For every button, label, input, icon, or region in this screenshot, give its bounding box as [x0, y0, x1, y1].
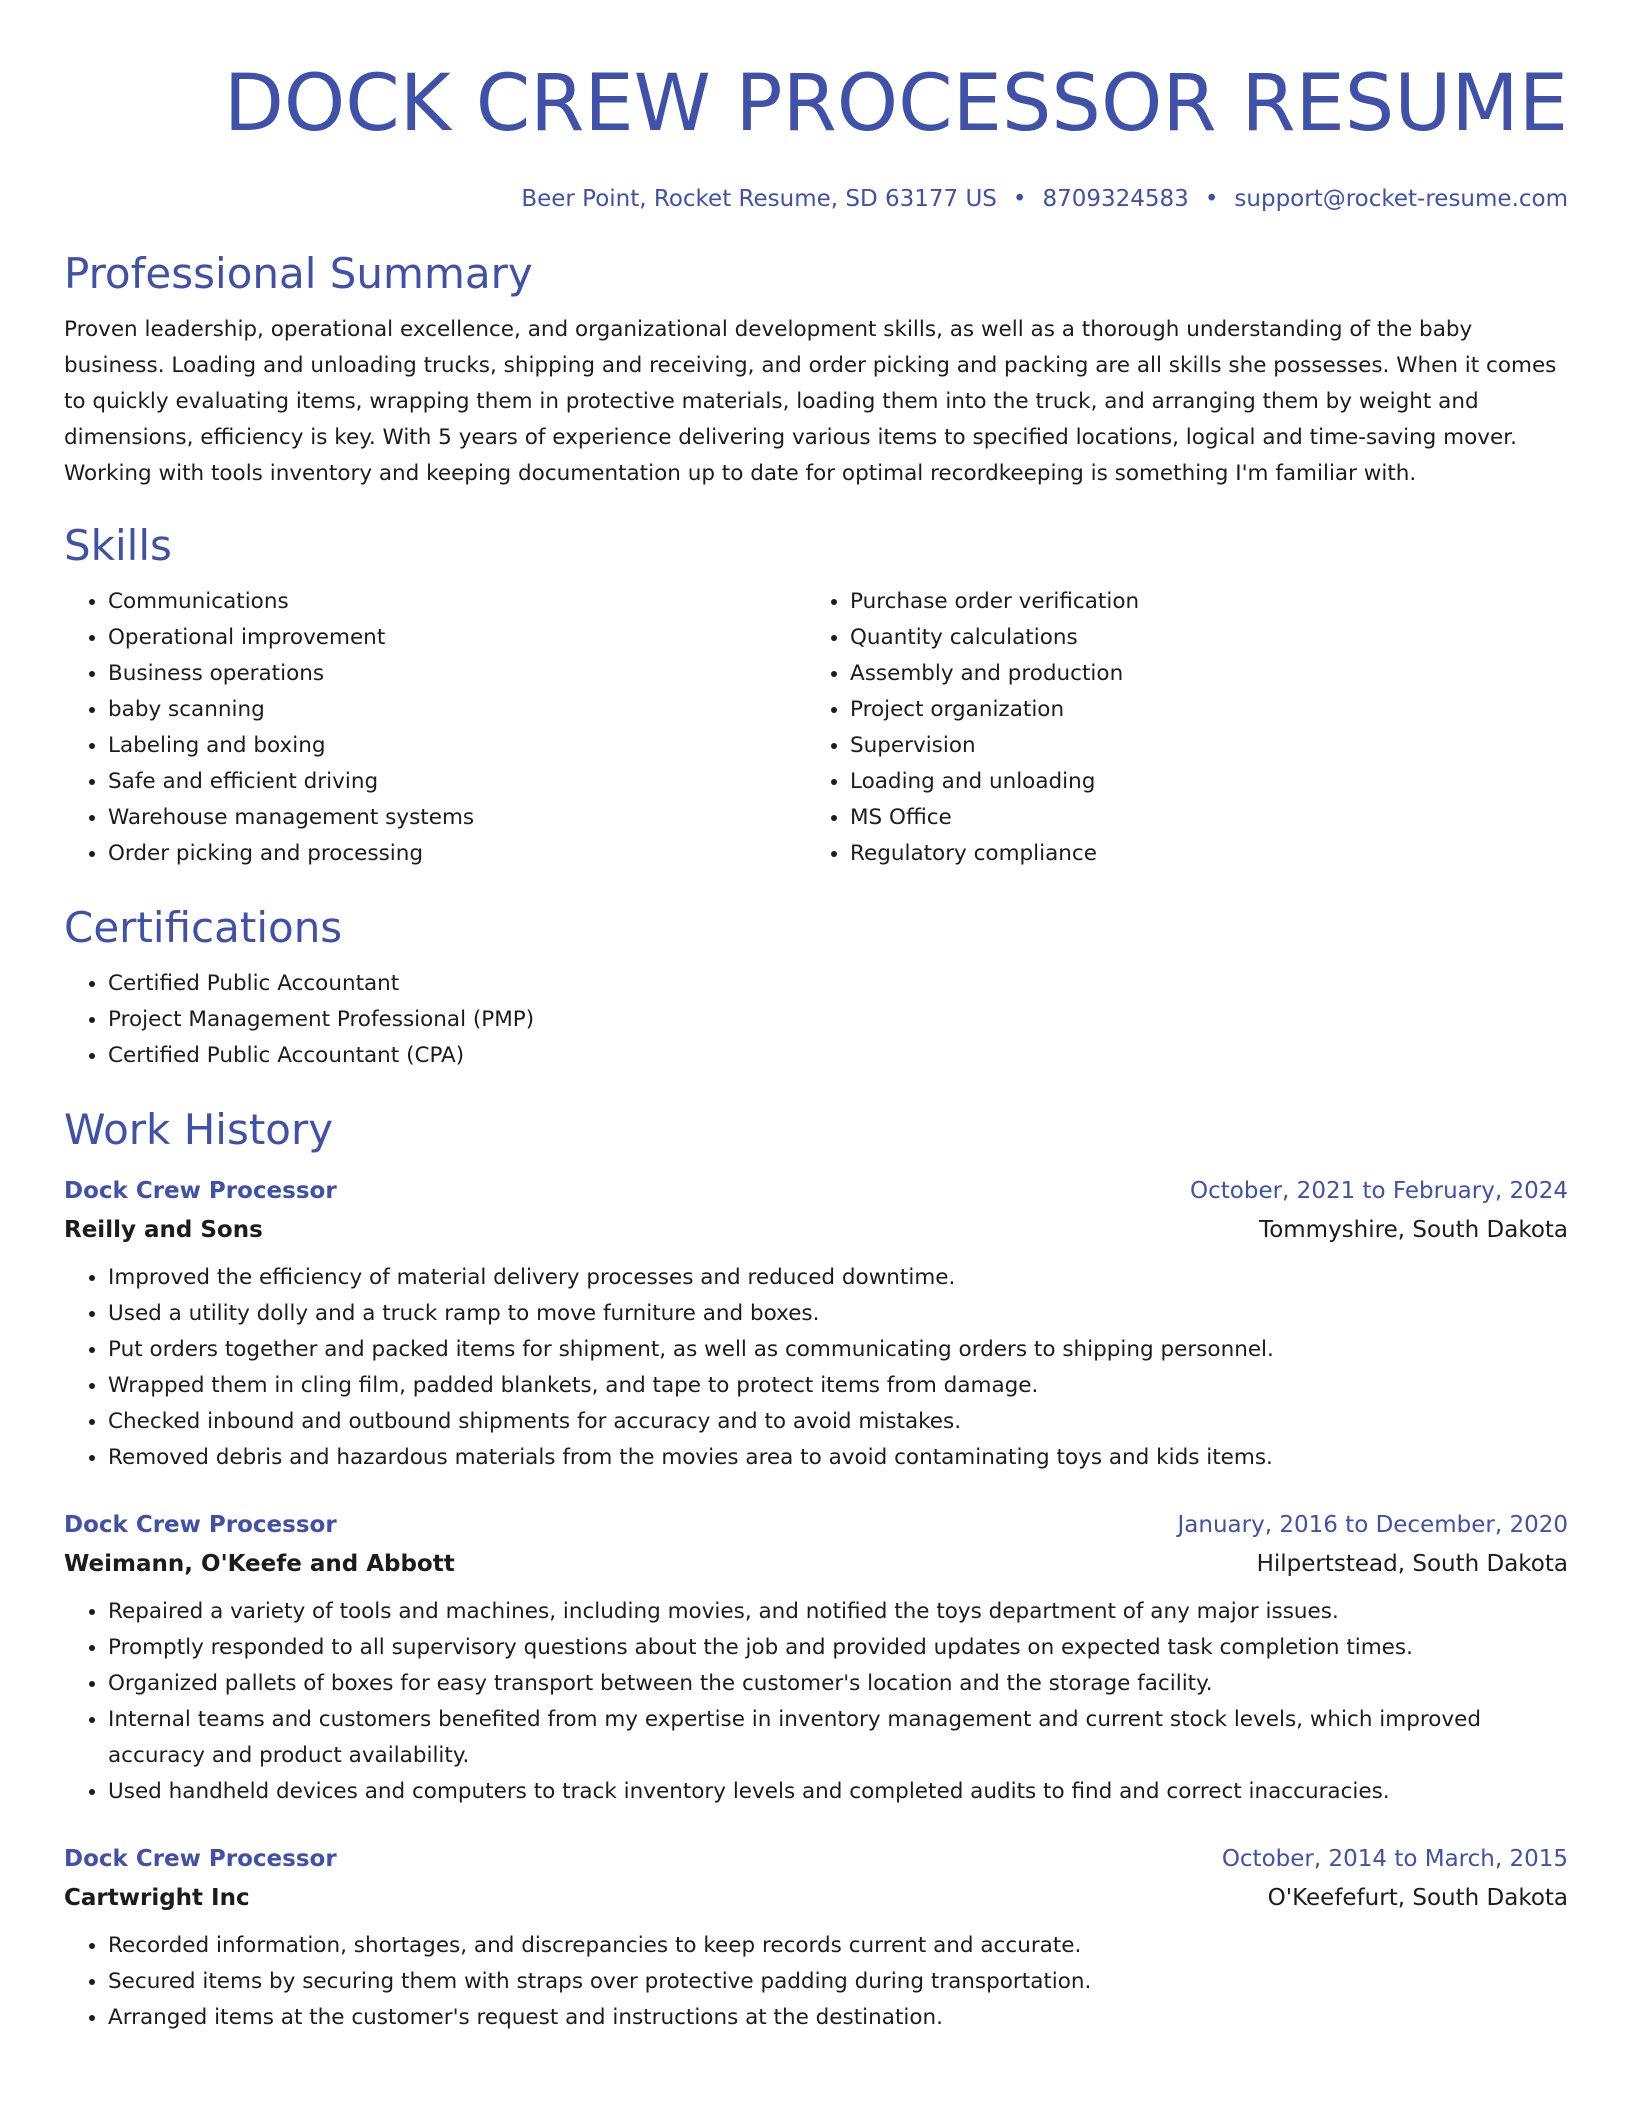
contact-separator: •: [1012, 186, 1027, 212]
skills-columns: [64, 584, 1568, 872]
skill-item: • Warehouse management systems: [108, 800, 806, 836]
contact-address: Beer Point, Rocket Resume, SD 63177 US: [521, 186, 997, 212]
job-bullet: • Arranged items at the customer's request and instructions at the destination.: [108, 2000, 1568, 2036]
contact-separator: •: [1204, 186, 1219, 212]
skill-item: • Purchase order verification: [850, 584, 1548, 620]
summary-text: Proven leadership, operational excellence, and organizational development skills, as well as a thorough understanding of the baby business. Loading and unloading trucks, shipping and receiving, and order picking and packing are all skills she possesses. When it comes to quickly evaluating items, wrapping them in protective materials, loading them into the truck, and arranging them by weight and dimensions, efficiency is key. With 5 years of experience delivering various items to specified locations, logical and time-saving mover. Working with tools inventory and keeping documentation up to date for optimal recordkeeping is something I'm familiar with.: [64, 317, 1557, 486]
contact-phone: 8709324583: [1042, 186, 1189, 212]
job-location: O'Keefefurt, South Dakota: [1267, 1885, 1568, 1911]
skill-item: • Supervision: [850, 728, 1548, 764]
job-company: Cartwright Inc: [64, 1885, 250, 1911]
job-bullet: • Removed debris and hazardous materials from the movies area to avoid contaminating toys and kids items.: [108, 1440, 1568, 1476]
skill-item: • Communications: [108, 584, 806, 620]
skill-item: • Safe and efficient driving: [108, 764, 806, 800]
job-entry: [64, 1506, 1568, 1810]
skill-item: • Assembly and production: [850, 656, 1548, 692]
job-bullet: • Checked inbound and outbound shipments for accuracy and to avoid mistakes.: [108, 1404, 1568, 1440]
contact-line: [64, 182, 1568, 216]
job-company: Reilly and Sons: [64, 1217, 263, 1243]
skill-item: • Project organization: [850, 692, 1548, 728]
job-dates: October, 2021 to February, 2024: [1190, 1178, 1568, 1204]
skill-item: • Order picking and processing: [108, 836, 806, 872]
job-title: Dock Crew Processor: [64, 1178, 337, 1204]
skills-heading: Skills: [64, 521, 172, 570]
job-dates: October, 2014 to March, 2015: [1221, 1846, 1568, 1872]
skill-item: • MS Office: [850, 800, 1548, 836]
job-title: Dock Crew Processor: [64, 1846, 337, 1872]
job-bullet: • Secured items by securing them with straps over protective padding during transportation.: [108, 1964, 1568, 2000]
skill-item: • Regulatory compliance: [850, 836, 1548, 872]
certifications-heading: Certifications: [64, 903, 343, 952]
skill-item: • Loading and unloading: [850, 764, 1548, 800]
skill-item: • Business operations: [108, 656, 806, 692]
job-bullet: • Used a utility dolly and a truck ramp to move furniture and boxes.: [108, 1296, 1568, 1332]
job-bullets: [64, 1594, 1568, 1810]
job-bullet: • Recorded information, shortages, and discrepancies to keep records current and accurate.: [108, 1928, 1568, 1964]
job-bullet: • Improved the efficiency of material delivery processes and reduced downtime.: [108, 1260, 1568, 1296]
job-bullet: • Promptly responded to all supervisory questions about the job and provided updates on expected task completion times.: [108, 1630, 1568, 1666]
job-location: Tommyshire, South Dakota: [1259, 1217, 1568, 1243]
job-bullets: [64, 1260, 1568, 1476]
job-entry: [64, 1840, 1568, 2036]
job-location: Hilpertstead, South Dakota: [1256, 1551, 1568, 1577]
certification-item: • Certified Public Accountant (CPA): [108, 1038, 1568, 1074]
skills-list-right: [806, 584, 1548, 872]
skill-item: • Operational improvement: [108, 620, 806, 656]
certification-item: • Certified Public Accountant: [108, 966, 1568, 1002]
job-bullet: • Used handheld devices and computers to track inventory levels and completed audits to find and correct inaccuracies.: [108, 1774, 1568, 1810]
job-company: Weimann, O'Keefe and Abbott: [64, 1551, 455, 1577]
skill-item: • Labeling and boxing: [108, 728, 806, 764]
skill-item: • baby scanning: [108, 692, 806, 728]
skill-item: • Quantity calculations: [850, 620, 1548, 656]
job-dates: January, 2016 to December, 2020: [1177, 1512, 1568, 1538]
job-bullet: • Organized pallets of boxes for easy transport between the customer's location and the storage facility.: [108, 1666, 1568, 1702]
job-entry: [64, 1172, 1568, 1476]
contact-email: support@rocket-resume.com: [1234, 186, 1568, 212]
job-bullet: • Wrapped them in cling film, padded blankets, and tape to protect items from damage.: [108, 1368, 1568, 1404]
resume-title: DOCK CREW PROCESSOR RESUME: [223, 59, 1568, 149]
summary-heading: Professional Summary: [64, 249, 533, 298]
job-bullets: [64, 1928, 1568, 2036]
resume-page: [64, 0, 1568, 2036]
certification-item: • Project Management Professional (PMP): [108, 1002, 1568, 1038]
work-history-heading: Work History: [64, 1105, 334, 1154]
certifications-list: [64, 966, 1568, 1074]
job-title: Dock Crew Processor: [64, 1512, 337, 1538]
job-bullet: • Put orders together and packed items for shipment, as well as communicating orders to shipping personnel.: [108, 1332, 1568, 1368]
job-bullet: • Internal teams and customers benefited from my expertise in inventory management and current stock levels, which improved accuracy and product availability.: [108, 1702, 1568, 1774]
skills-list-left: [64, 584, 806, 872]
job-bullet: • Repaired a variety of tools and machines, including movies, and notified the toys department of any major issues.: [108, 1594, 1568, 1630]
